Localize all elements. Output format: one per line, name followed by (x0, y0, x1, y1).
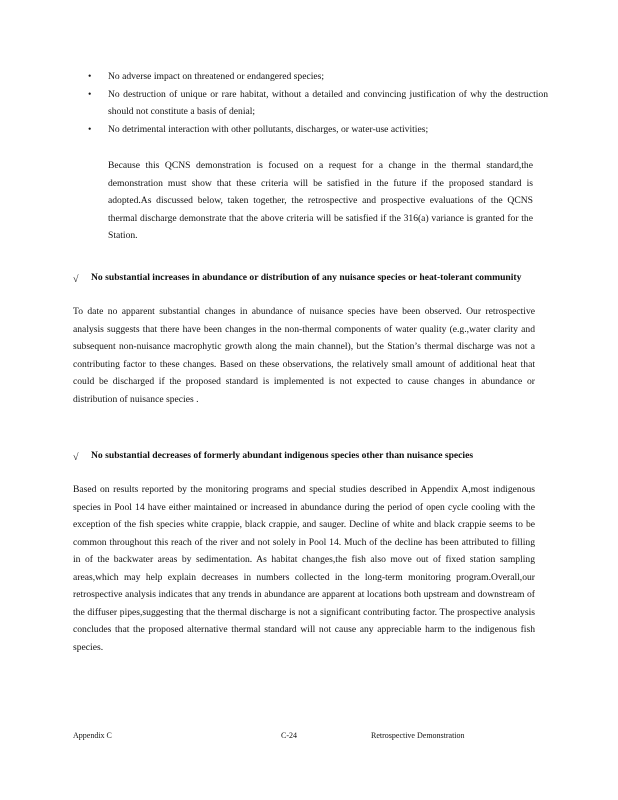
section-heading-text: No substantial increases in abundance or distribution of any nuisance species or heat-tolerant community (91, 272, 522, 283)
footer-section-title: Retrospective Demonstration (371, 731, 465, 740)
intro-paragraph: Because this QCNS demonstration is focused on a request for a change in the thermal standard,the demonstration must show that these criteria will be satisfied in the future if the proposed standard is adopted.As discussed below, taken together, the retrospective and prospective evaluations of the QCNS thermal discharge demonstrate that the above criteria will be satisfied if the 316(a) variance is granted for the Station. (108, 160, 533, 241)
section-body-nuisance-increase: To date no apparent substantial changes in abundance of nuisance species have been observed. Our retrospective analysis suggests that there have been changes in the non-thermal components of water quality (e.g.,water clarity and subsequent non-nuisance macrophytic growth along the main channel), but the Station’s thermal discharge was not a contributing factor to these changes. Based on these observations, the relatively small amount of additional heat that could be discharged if the proposed standard is implemented is not expected to cause changes in abundance or distribution of nuisance species . (73, 306, 535, 405)
checkmark-icon: √ (73, 274, 79, 285)
bullet-item: • No adverse impact on threatened or endangered species; (88, 68, 548, 86)
section-body-indigenous-decrease: Based on results reported by the monitoring programs and special studies described in Appendix A,most indigenous species in Pool 14 have either maintained or increased in abundance during the period of open cycle cooling with the exception of the fish species white crappie, black crappie, and sauger. Decline of white and black crappie seems to be common throughout this reach of the river and not solely in Pool 14. Much of the decline has been attributed to filling in of the backwater areas by sedimentation. As habitat changes,the fish also move out of fixed station sampling areas,which may help explain decreases in numbers collected in the long-term monitoring program.Overall,our retrospective analysis indicates that any trends in abundance are apparent at locations both upstream and downstream of the diffuser pipes,suggesting that the thermal discharge is not a significant contributing factor. The prospective analysis concludes that the proposed alternative thermal standard will not cause any appreciable harm to the indigenous fish species. (73, 484, 535, 653)
section-heading-indigenous-decrease (73, 450, 533, 463)
section-heading-nuisance-increase (73, 272, 533, 285)
criteria-bullet-list (88, 68, 548, 138)
bullet-item: • No destruction of unique or rare habitat, without a detailed and convincing justification of why the destruction should not constitute a basis of denial; (88, 86, 548, 121)
footer-page-number: C-24 (281, 731, 297, 740)
section-heading-text: No substantial decreases of formerly abundant indigenous species other than nuisance species (91, 450, 474, 461)
checkmark-icon: √ (73, 452, 79, 463)
footer-appendix-label: Appendix C (73, 731, 112, 740)
bullet-item: • No detrimental interaction with other pollutants, discharges, or water-use activities; (88, 121, 548, 139)
